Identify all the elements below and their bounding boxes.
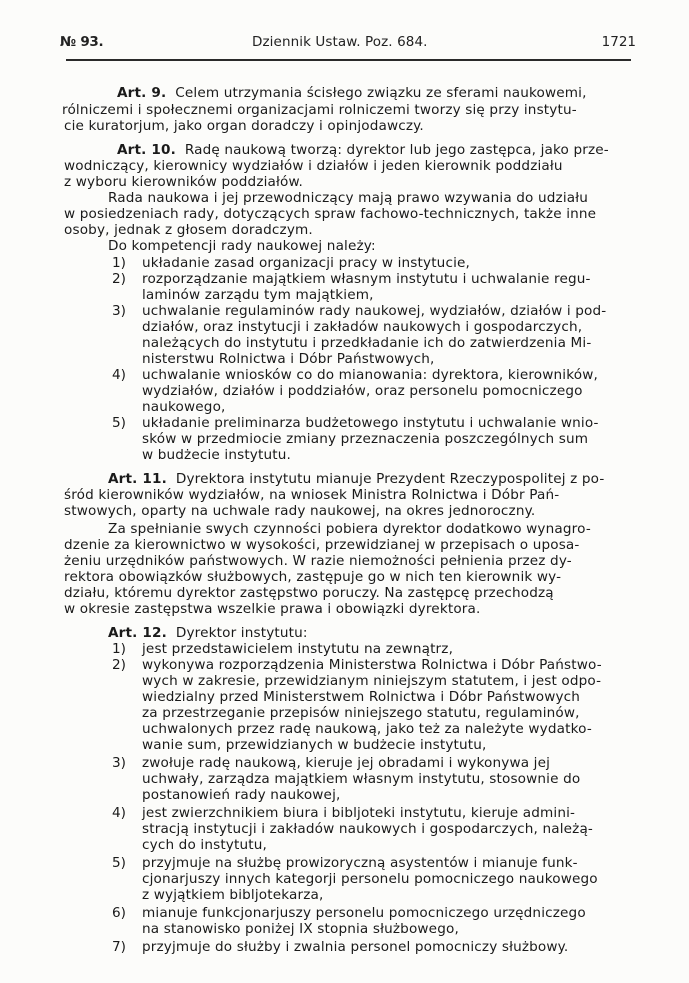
text-line: Za spełnianie swych czynności pobiera dyrektor dodatkowo wynagro- bbox=[108, 521, 591, 537]
list-item-text: uchwalonych przez radę naukową, jako też za należyte wydatko- bbox=[142, 721, 592, 737]
list-item-text: jest zwierzchnikiem biura i bibljoteki instytutu, kieruje admini- bbox=[142, 805, 576, 821]
list-item-text: mianuje funkcjonarjuszy personelu pomocniczego urzędniczego bbox=[142, 905, 586, 921]
text-line: żeniu urzędników państwowych. W razie niemożności pełnienia przez dy- bbox=[64, 553, 572, 569]
text-line: rektora obowiązków służbowych, zastępuje go w nich ten kierownik wy- bbox=[64, 569, 562, 585]
article-label: Art. 9. bbox=[117, 85, 167, 101]
text-line: cie kuratorjum, jako organ doradczy i opinjodawczy. bbox=[64, 118, 424, 134]
list-item-text: wych w zakresie, przewidzianym niniejszym statutem, i jest odpo- bbox=[142, 673, 602, 689]
list-item-text: układanie preliminarza budżetowego instytutu i uchwalanie wnio- bbox=[142, 415, 599, 431]
list-number: 2) bbox=[112, 271, 126, 287]
text-line: Celem utrzymania ścisłego związku ze sferami naukowemi, bbox=[175, 85, 587, 101]
text-line: dzenie za kierownictwo w wysokości, przewidzianej w przepisach o uposa- bbox=[64, 537, 580, 553]
text-line: Dyrektor instytutu: bbox=[175, 625, 308, 641]
list-number: 7) bbox=[112, 939, 126, 955]
text-line: śród kierowników wydziałów, na wniosek Ministra Rolnictwa i Dóbr Pań- bbox=[64, 487, 560, 503]
list-item-text: zwołuje radę naukową, kieruje jej obradami i wykonywa jej bbox=[142, 755, 551, 771]
page-number: 1721 bbox=[601, 34, 636, 50]
list-item-text: na stanowisko poniżej IX stopnia służbowego, bbox=[142, 921, 459, 937]
text-line: z wyboru kierowników poddziałów. bbox=[64, 174, 303, 190]
journal-title: Dziennik Ustaw. Poz. 684. bbox=[252, 34, 428, 50]
text-line: Dyrektora instytutu mianuje Prezydent Rzeczypospolitej z po- bbox=[175, 471, 605, 487]
list-number: 4) bbox=[112, 805, 126, 821]
list-item-text: nisterstwu Rolnictwa i Dóbr Państwowych, bbox=[142, 351, 435, 367]
text-line: w posiedzeniach rady, dotyczących spraw fachowo-technicznych, także inne bbox=[64, 206, 597, 222]
text-line: działu, któremu dyrektor zastępstwo poruczy. Na zastępcę przechodzą bbox=[64, 585, 554, 601]
list-item-text: w budżecie instytutu. bbox=[142, 447, 291, 463]
list-item-text: wydziałów, działów i poddziałów, oraz personelu pomocniczego bbox=[142, 383, 583, 399]
list-item-text: przyjmuje do służby i zwalnia personel pomocniczy służbowy. bbox=[142, 939, 569, 955]
text-line: Radę naukową tworzą: dyrektor lub jego zastępca, jako prze- bbox=[184, 142, 609, 158]
list-number: 4) bbox=[112, 367, 126, 383]
list-number: 2) bbox=[112, 657, 126, 673]
list-item-text: uchwalanie wniosków co do mianowania: dyrektora, kierowników, bbox=[142, 367, 598, 383]
list-item-text: za przestrzeganie przepisów niniejszego statutu, regulaminów, bbox=[142, 705, 580, 721]
list-number: 5) bbox=[112, 415, 126, 431]
text-line: Rada naukowa i jej przewodniczący mają prawo wzywania do udziału bbox=[108, 190, 589, 206]
list-item-text: przyjmuje na służbę prowizoryczną asystentów i mianuje funk- bbox=[142, 855, 578, 871]
list-item-text: wykonywa rozporządzenia Ministerstwa Rolnictwa i Dóbr Państwo- bbox=[142, 657, 602, 673]
list-item-text: wiedzialny przed Ministerstwem Rolnictwa i Dóbr Państwowych bbox=[142, 689, 581, 705]
list-item-text: działów, oraz instytucji i zakładów naukowych i gospodarczych, bbox=[142, 319, 583, 335]
text-line: rólniczemi i społecznemi organizacjami rolniczemi tworzy się przy instytu- bbox=[62, 102, 577, 118]
text-line: stwowych, oparty na uchwale rady naukowej, na okres jednoroczny. bbox=[64, 503, 536, 519]
list-number: 3) bbox=[112, 303, 126, 319]
issue-number: № 93. bbox=[60, 34, 104, 50]
list-item-text: uchwały, zarządza majątkiem własnym instytutu, stosownie do bbox=[142, 771, 581, 787]
list-number: 6) bbox=[112, 905, 126, 921]
list-item-text: sków w przedmiocie zmiany przeznaczenia poszczególnych sum bbox=[142, 431, 589, 447]
list-item-text: należących do instytutu i przedkładanie ich do zatwierdzenia Mi- bbox=[142, 335, 592, 351]
list-item-text: wanie sum, przewidzianych w budżecie instytutu, bbox=[142, 737, 487, 753]
article-label: Art. 11. bbox=[108, 471, 167, 487]
list-item-text: naukowego, bbox=[142, 399, 226, 415]
text-line: Do kompetencji rady naukowej należy: bbox=[108, 238, 376, 254]
list-item-text: jest przedstawicielem instytutu na zewnątrz, bbox=[142, 641, 454, 657]
list-item-text: układanie zasad organizacji pracy w instytucie, bbox=[142, 255, 470, 271]
list-number: 3) bbox=[112, 755, 126, 771]
text-line: wodniczący, kierownicy wydziałów i działów i jeden kierownik poddziału bbox=[64, 158, 563, 174]
list-item-text: stracją instytucji i zakładów naukowych i gospodarczych, należą- bbox=[142, 821, 593, 837]
list-item-text: postanowień rady naukowej, bbox=[142, 787, 341, 803]
list-item-text: uchwalanie regulaminów rady naukowej, wydziałów, działów i pod- bbox=[142, 303, 607, 319]
list-item-text: rozporządzanie majątkiem własnym instytutu i uchwalanie regu- bbox=[142, 271, 591, 287]
text-line: osoby, jednak z głosem doradczym. bbox=[64, 222, 313, 238]
list-item-text: cjonarjuszy innych kategorji personelu pomocniczego naukowego bbox=[142, 871, 598, 887]
header-divider bbox=[66, 59, 631, 61]
list-item-text: z wyjątkiem bibljotekarza, bbox=[142, 887, 324, 903]
list-number: 1) bbox=[112, 255, 126, 271]
list-number: 1) bbox=[112, 641, 126, 657]
list-number: 5) bbox=[112, 855, 126, 871]
list-item-text: laminów zarządu tym majątkiem, bbox=[142, 287, 374, 303]
text-line: w okresie zastępstwa wszelkie prawa i obowiązki dyrektora. bbox=[64, 601, 481, 617]
article-label: Art. 10. bbox=[117, 142, 176, 158]
page-header bbox=[60, 34, 636, 52]
article-label: Art. 12. bbox=[108, 625, 167, 641]
list-item-text: cych do instytutu, bbox=[142, 837, 267, 853]
